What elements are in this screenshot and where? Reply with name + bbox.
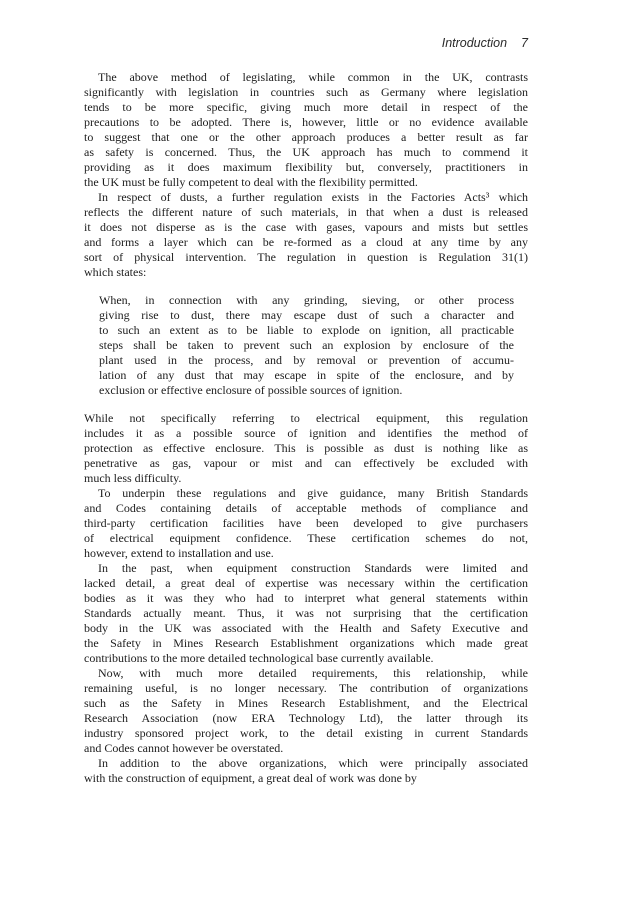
paragraph <box>84 486 528 561</box>
running-head <box>442 36 528 50</box>
text-line: much less difficulty. <box>84 471 182 485</box>
text-line: to suggest that one or the other approach produces a better result as far <box>84 130 528 144</box>
text-line: it does not disperse as is the case with gases, vapours and mists but settles <box>84 220 528 234</box>
text-line: To underpin these regulations and give guidance, many British Standards <box>98 486 528 500</box>
text-line: In respect of dusts, a further regulation exists in the Factories Acts³ which <box>98 190 528 204</box>
text-line: precautions to be adopted. There is, however, little or no evidence available <box>84 115 528 129</box>
paragraph <box>84 756 528 786</box>
text-line: While not specifically referring to electrical equipment, this regulation <box>84 411 528 425</box>
text-line: the Safety in Mines Research Establishment organizations which made great <box>84 636 528 650</box>
text-line: and Codes cannot however be overstated. <box>84 741 284 755</box>
text-line: protection as effective enclosure. This is possible as dust is nothing like as <box>84 441 528 455</box>
paragraph <box>84 70 528 190</box>
block-quote <box>99 293 514 398</box>
text-line: of electrical equipment confidence. These certification schemes do not, <box>84 531 528 545</box>
paragraph <box>84 666 528 756</box>
text-line: which states: <box>84 265 147 279</box>
running-head-title: Introduction <box>441 36 508 50</box>
text-line: penetrative as gas, vapour or mist and can effectively be excluded with <box>84 456 528 470</box>
text-line: significantly with legislation in countries such as Germany where legislation <box>84 85 528 99</box>
paragraph <box>84 561 528 666</box>
text-line: bodies as it was they who had to interpret what general statements within <box>84 591 528 605</box>
text-line: reflects the different nature of such materials, in that when a dust is released <box>84 205 528 219</box>
text-line: contributions to the more detailed technological base currently available. <box>84 651 434 665</box>
text-line: exclusion or effective enclosure of possible sources of ignition. <box>99 383 403 397</box>
text-line: sort of physical intervention. The regulation in question is Regulation 31(1) <box>84 250 528 264</box>
text-line: industry sponsored project work, to the detail existing in current Standards <box>84 726 528 740</box>
text-line: such as the Safety in Mines Research Establishment, and the Electrical <box>84 696 528 710</box>
text-column <box>84 70 528 786</box>
page-number: 7 <box>521 36 528 50</box>
text-line: includes it as a possible source of ignition and identifies the method of <box>84 426 528 440</box>
text-line: and forms a layer which can be re-formed as a cloud at any time by any <box>84 235 528 249</box>
text-line: lation of any dust that may escape in spite of the enclosure, and by <box>99 368 514 382</box>
text-line: In addition to the above organizations, which were principally associated <box>98 756 528 770</box>
text-line: Standards actually meant. Thus, it was not surprising that the certification <box>84 606 528 620</box>
text-line: giving rise to dust, there may escape dust of such a character and <box>99 308 514 322</box>
text-line: however, extend to installation and use. <box>84 546 274 560</box>
paragraph <box>84 411 528 486</box>
text-line: body in the UK was associated with the Health and Safety Executive and <box>84 621 528 635</box>
text-line: third-party certification facilities have been developed to give purchasers <box>84 516 528 530</box>
text-line: tends to be more specific, giving much more detail in respect of the <box>84 100 528 114</box>
text-line: with the construction of equipment, a great deal of work was done by <box>84 771 417 785</box>
text-line: remaining useful, is no longer necessary. The contribution of organizations <box>84 681 528 695</box>
paragraph <box>84 190 528 280</box>
text-line: the UK must be fully competent to deal with the flexibility permitted. <box>84 175 418 189</box>
text-line: When, in connection with any grinding, sieving, or other process <box>99 293 514 307</box>
text-line: providing as it does maximum flexibility but, conversely, practitioners in <box>84 160 528 174</box>
text-line: Research Association (now ERA Technology Ltd), the latter through its <box>84 711 528 725</box>
text-line: In the past, when equipment construction Standards were limited and <box>98 561 528 575</box>
text-line: Now, with much more detailed requirements, this relationship, while <box>98 666 528 680</box>
text-line: plant used in the process, and by removal or prevention of accumu- <box>99 353 514 367</box>
text-line: lacked detail, a great deal of expertise was necessary within the certification <box>84 576 528 590</box>
text-line: and Codes containing details of acceptable methods of compliance and <box>84 501 528 515</box>
text-line: as safety is concerned. Thus, the UK approach has much to commend it <box>84 145 528 159</box>
text-line: The above method of legislating, while common in the UK, contrasts <box>98 70 528 84</box>
text-line: steps shall be taken to prevent such an explosion by enclosure of the <box>99 338 514 352</box>
text-line: to such an extent as to be liable to explode on ignition, all practicable <box>99 323 514 337</box>
